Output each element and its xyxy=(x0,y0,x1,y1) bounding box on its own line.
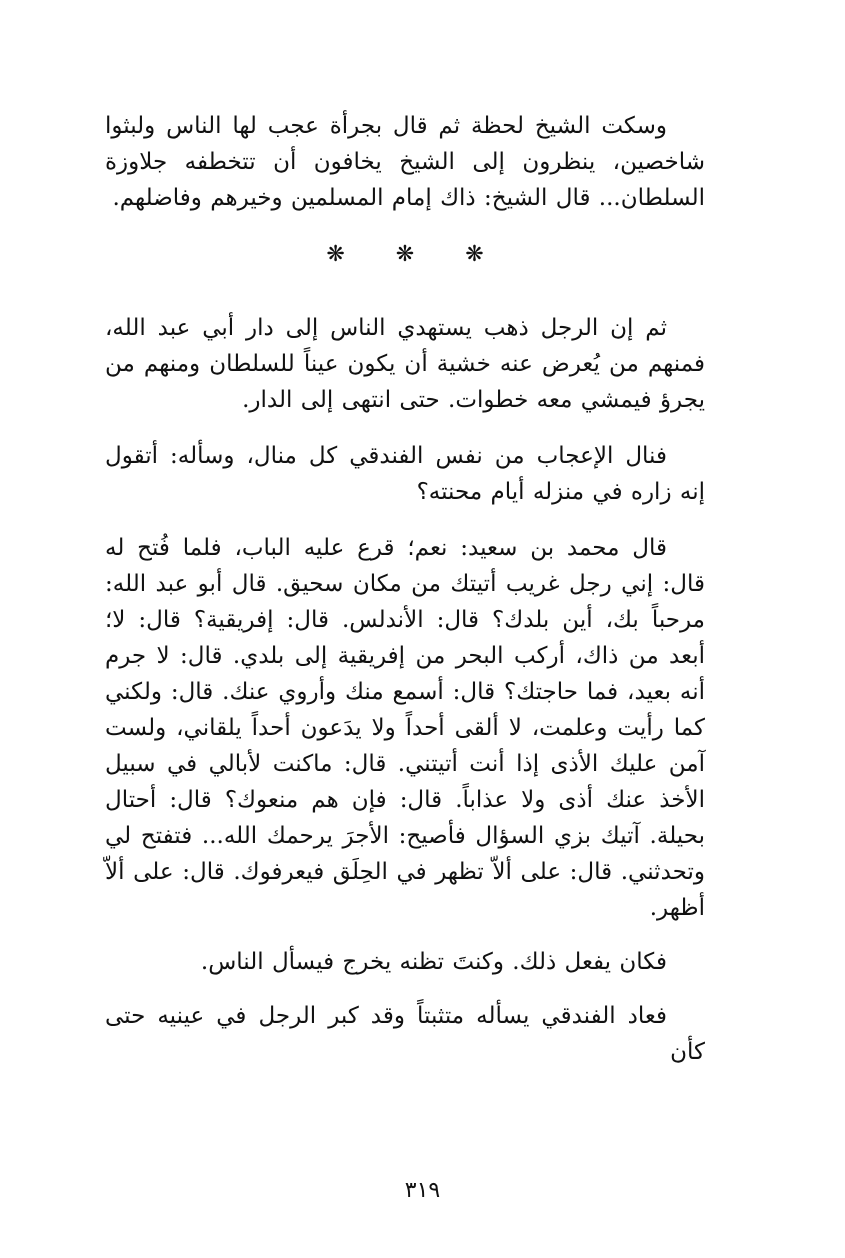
paragraph-3: فنال الإعجاب من نفس الفندقي كل منال، وسأله: أتقول إنه زاره في منزله أيام محنته؟ xyxy=(105,443,705,505)
page-body xyxy=(105,108,705,1070)
paragraph-6: فعاد الفندقي يسأله متثبتاً وقد كبر الرجل في عينيه حتى كأن xyxy=(105,1003,705,1065)
paragraph-5: فكان يفعل ذلك. وكنتَ تظنه يخرج فيسأل الناس. xyxy=(200,949,667,975)
paragraph-2: ثم إن الرجل ذهب يستهدي الناس إلى دار أبي عبد الله، فمنهم من يُعرض عنه خشية أن يكون عيناً للسلطان ومنهم من يجرؤ فيمشي معه خطوات. حتى انتهى إلى الدار. xyxy=(105,315,705,413)
section-separator: ❋ ❋ ❋ xyxy=(326,242,506,267)
paragraph-4: قال محمد بن سعيد: نعم؛ قرع عليه الباب، فلما فُتح له قال: إني رجل غريب أتيتك من مكان سحيق. قال أبو عبد الله: مرحباً بك، أين بلدك؟ قال: الأندلس. قال: إفريقية؟ قال: لا؛ أبعد من ذاك، أركب البحر من إفريقية إلى بلدي. قال: لا جرم أنه بعيد، فما حاجتك؟ قال: أسمع منك وأروي عنك. قال: ولكني كما رأيت وعلمت، لا ألقى أحداً ولا يدَعون أحداً يلقاني، ولست آمن عليك الأذى إذا أنت أتيتني. قال: ماكنت لأبالي في سبيل الأخذ عنك أذى ولا عذاباً. قال: فإن هم منعوك؟ قال: أحتال بحيلة. آتيك بزي السؤال فأصيح: الأجرَ يرحمك الله... فتفتح لي وتحدثني. قال: على ألاّ تظهر في الحِلَق فيعرفوك. قال: على ألاّ أظهر. xyxy=(105,535,705,921)
paragraph-1: وسكت الشيخ لحظة ثم قال بجرأة عجب لها الناس ولبثوا شاخصين، ينظرون إلى الشيخ يخافون أن تتخطفه جلاوزة السلطان... قال الشيخ: ذاك إمام المسلمين وخيرهم وفاضلهم. xyxy=(105,113,705,211)
page-number: ٣١٩ xyxy=(404,1178,441,1203)
